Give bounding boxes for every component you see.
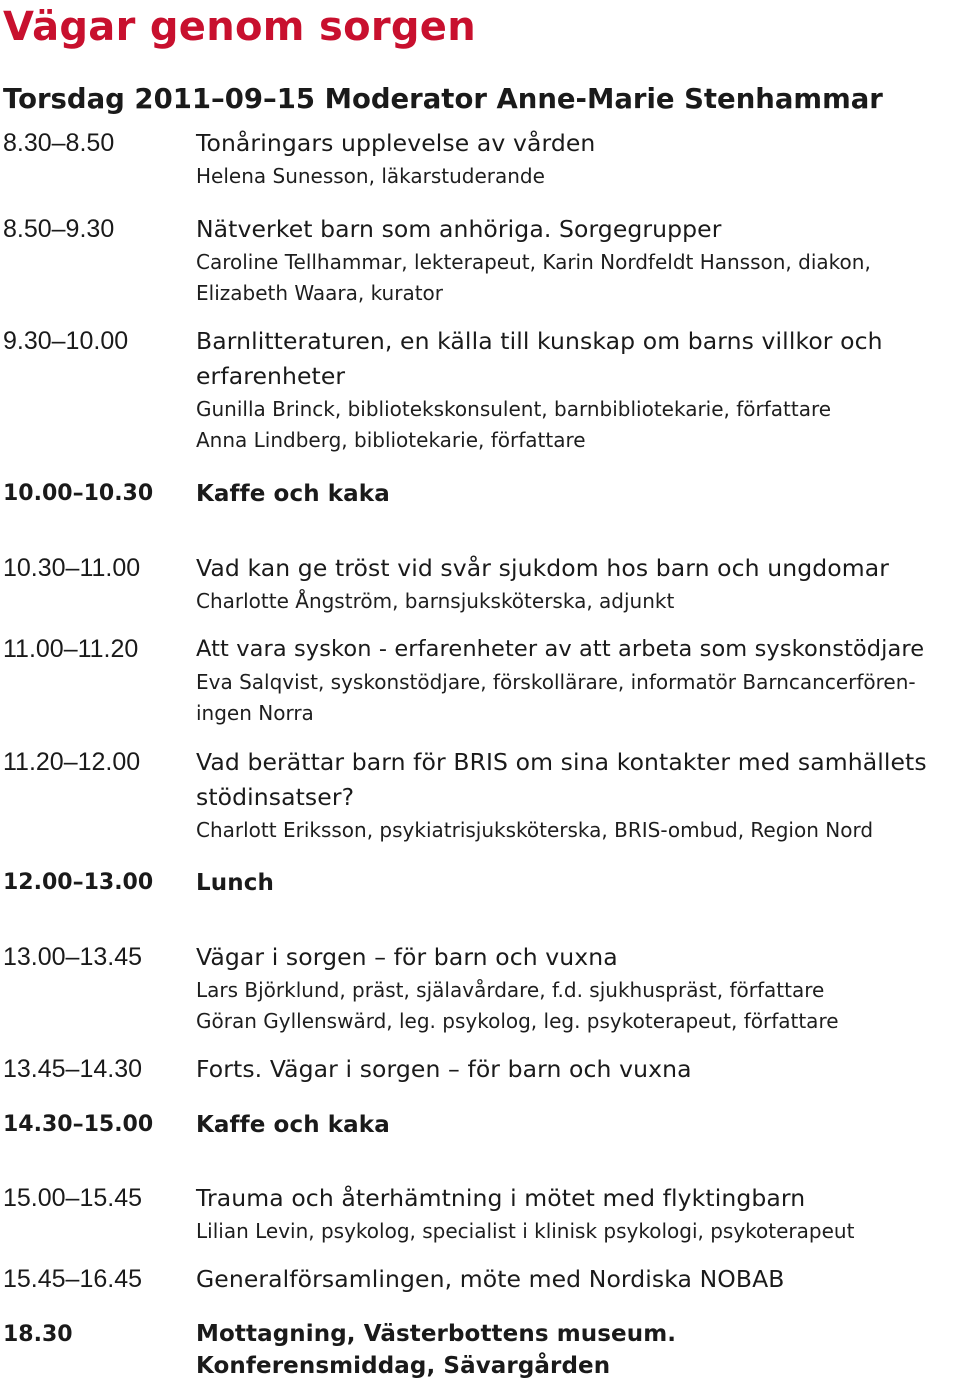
schedule-speaker: Anna Lindberg, bibliotekarie, författare xyxy=(196,428,586,452)
schedule-time: 14.30–15.00 xyxy=(3,1112,154,1137)
schedule-content xyxy=(196,1181,960,1247)
schedule-topic: erfarenheter xyxy=(196,362,346,390)
day-heading: Torsdag 2011–09–15 Moderator Anne-Marie Stenhammar xyxy=(3,83,883,115)
schedule-topic: Vad berättar barn för BRIS om sina kontakter med samhällets xyxy=(196,748,927,776)
schedule-time: 15.45–16.45 xyxy=(3,1265,143,1293)
schedule-content xyxy=(196,866,960,901)
schedule-topic: Tonåringars upplevelse av vården xyxy=(196,129,596,157)
schedule-content xyxy=(196,1262,960,1297)
schedule-speaker: Caroline Tellhammar, lekterapeut, Karin Nordfeldt Hansson, diakon, xyxy=(196,250,871,274)
schedule-time: 9.30–10.00 xyxy=(3,327,129,355)
schedule-topic: Mottagning, Västerbottens museum. xyxy=(196,1321,677,1347)
schedule-topic: Barnlitteraturen, en källa till kunskap om barns villkor och xyxy=(196,327,883,355)
schedule-topic: Konferensmiddag, Sävargården xyxy=(196,1353,611,1379)
schedule-speaker: Elizabeth Waara, kurator xyxy=(196,281,444,305)
schedule-speaker: Helena Sunesson, läkarstuderande xyxy=(196,164,545,188)
schedule-speaker: Lilian Levin, psykolog, specialist i klinisk psykologi, psykoterapeut xyxy=(196,1219,855,1243)
schedule-topic: Nätverket barn som anhöriga. Sorgegrupper xyxy=(196,215,722,243)
schedule-content xyxy=(196,1052,960,1087)
schedule-content xyxy=(196,324,960,456)
schedule-time: 11.00–11.20 xyxy=(3,635,139,663)
schedule-time: 13.00–13.45 xyxy=(3,943,143,971)
schedule-time: 8.30–8.50 xyxy=(3,129,115,157)
schedule-content xyxy=(196,1318,960,1382)
schedule-topic: Kaffe och kaka xyxy=(196,1112,390,1138)
schedule-content xyxy=(196,477,960,512)
page-title: Vägar genom sorgen xyxy=(3,4,477,50)
schedule-time: 15.00–15.45 xyxy=(3,1184,143,1212)
schedule-content xyxy=(196,940,960,1037)
schedule-speaker: Eva Salqvist, syskonstödjare, förskollärare, informatör Barncancerfören- xyxy=(196,670,916,694)
schedule-topic: Vad kan ge tröst vid svår sjukdom hos barn och ungdomar xyxy=(196,554,889,582)
schedule-content xyxy=(196,1108,960,1143)
schedule-content xyxy=(196,745,960,846)
schedule-time: 13.45–14.30 xyxy=(3,1055,143,1083)
schedule-content xyxy=(196,126,960,192)
schedule-speaker: Gunilla Brinck, bibliotekskonsulent, barnbibliotekarie, författare xyxy=(196,397,832,421)
schedule-speaker: Charlotte Ångström, barnsjuksköterska, adjunkt xyxy=(196,589,675,613)
schedule-topic: Vägar i sorgen – för barn och vuxna xyxy=(196,943,618,971)
schedule-topic: Att vara syskon - erfarenheter av att arbeta som syskonstödjare xyxy=(196,636,925,662)
schedule-content xyxy=(196,551,960,617)
schedule-time: 11.20–12.00 xyxy=(3,748,141,776)
schedule-time: 8.50–9.30 xyxy=(3,215,115,243)
schedule-topic: Kaffe och kaka xyxy=(196,481,390,507)
schedule-speaker: Lars Björklund, präst, själavårdare, f.d. sjukhuspräst, författare xyxy=(196,978,825,1002)
schedule-speaker: Charlott Eriksson, psykiatrisjuksköterska, BRIS-ombud, Region Nord xyxy=(196,818,874,842)
schedule-time: 10.30–11.00 xyxy=(3,554,141,582)
schedule-time: 12.00–13.00 xyxy=(3,870,154,895)
schedule-content xyxy=(196,212,960,309)
schedule-topic: Forts. Vägar i sorgen – för barn och vuxna xyxy=(196,1055,692,1083)
schedule-topic: Generalförsamlingen, möte med Nordiska NOBAB xyxy=(196,1265,785,1293)
schedule-topic: Lunch xyxy=(196,870,274,896)
schedule-topic: stödinsatser? xyxy=(196,783,355,811)
schedule-speaker: Göran Gyllenswärd, leg. psykolog, leg. psykoterapeut, författare xyxy=(196,1009,839,1033)
schedule-content xyxy=(196,632,960,729)
schedule-time: 10.00–10.30 xyxy=(3,481,154,506)
schedule-topic: Trauma och återhämtning i mötet med flyktingbarn xyxy=(196,1184,806,1212)
schedule-time: 18.30 xyxy=(3,1322,73,1347)
schedule-speaker: ingen Norra xyxy=(196,701,314,725)
